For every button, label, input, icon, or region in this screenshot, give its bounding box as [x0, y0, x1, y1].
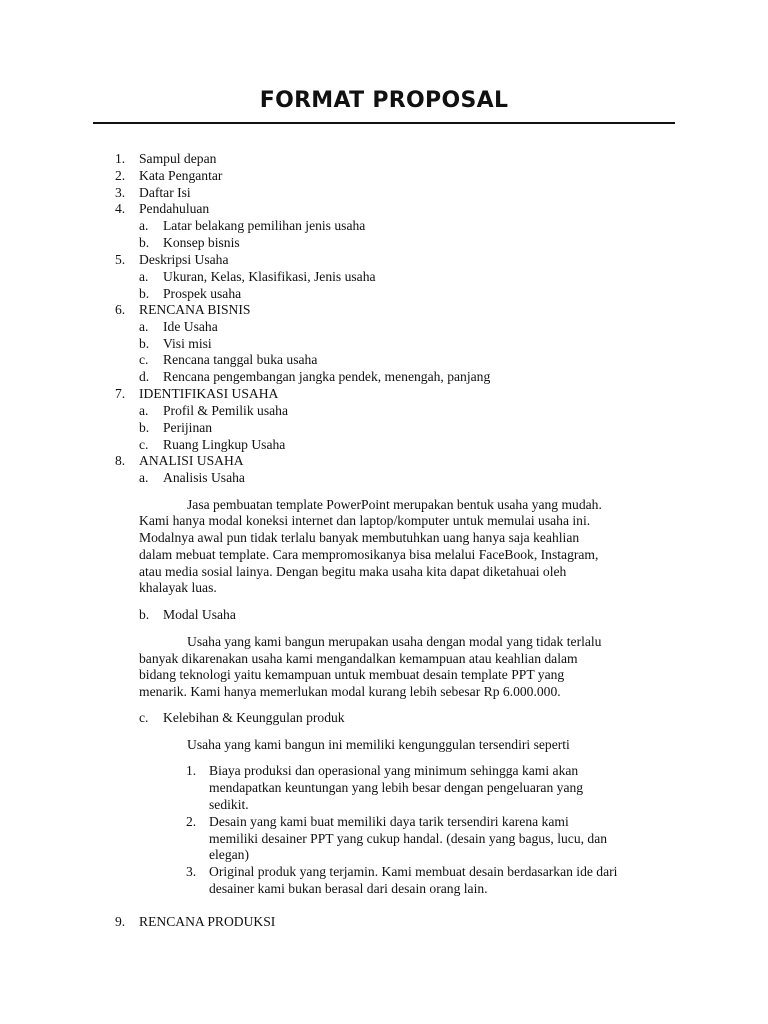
- paragraph-line: bidang teknologi yaitu kemampuan untuk membuat desain template PPT yang: [139, 667, 565, 682]
- sublist-letter: b.: [139, 286, 150, 301]
- advantage-number: 1.: [186, 763, 197, 778]
- sublist-item: Rencana pengembangan jangka pendek, menengah, panjang: [163, 369, 491, 384]
- sublist-item: Ruang Lingkup Usaha: [163, 437, 286, 452]
- sublist-letter: b.: [139, 336, 150, 351]
- sublist-item: Latar belakang pemilihan jenis usaha: [163, 218, 366, 233]
- paragraph-line: Usaha yang kami bangun ini memiliki kengunggulan tersendiri seperti: [187, 737, 570, 752]
- sublist-letter: a.: [139, 319, 149, 334]
- list-number: 3.: [115, 185, 126, 200]
- advantage-line: Desain yang kami buat memiliki daya tarik tersendiri karena kami: [209, 814, 569, 829]
- list-item: RENCANA PRODUKSI: [139, 914, 276, 929]
- list-number: 9.: [115, 914, 126, 929]
- sublist-item: Ide Usaha: [163, 319, 218, 334]
- sublist-letter: a.: [139, 470, 149, 485]
- advantage-line: mendapatkan keuntungan yang lebih besar dengan pengeluaran yang: [209, 780, 584, 795]
- sublist-item: Konsep bisnis: [163, 235, 240, 250]
- paragraph-line: atau media sosial lainya. Dengan begitu maka usaha kita dapat diketahuai oleh: [139, 564, 567, 579]
- list-number: 7.: [115, 386, 126, 401]
- paragraph-line: dalam mebuat template. Cara mempromosikanya bisa melalui FaceBook, Instagram,: [139, 547, 599, 562]
- sublist-item: Modal Usaha: [163, 607, 236, 622]
- paragraph-line: Modalnya awal pun tidak terlalu banyak membutuhkan uang hanya saja keahlian: [139, 530, 580, 545]
- title-underline: [93, 122, 675, 124]
- document-title: FORMAT PROPOSAL: [259, 88, 509, 113]
- list-number: 2.: [115, 168, 126, 183]
- list-item: IDENTIFIKASI USAHA: [139, 386, 279, 401]
- list-item: ANALISI USAHA: [139, 453, 244, 468]
- list-item: Sampul depan: [139, 151, 217, 166]
- sublist-item: Prospek usaha: [163, 286, 242, 301]
- advantage-number: 2.: [186, 814, 197, 829]
- sublist-item: Visi misi: [163, 336, 212, 351]
- sublist-letter: a.: [139, 269, 149, 284]
- sublist-letter: a.: [139, 218, 149, 233]
- advantage-line: elegan): [209, 847, 249, 862]
- sublist-item: Rencana tanggal buka usaha: [163, 352, 318, 367]
- advantage-number: 3.: [186, 864, 197, 879]
- sublist-item: Analisis Usaha: [163, 470, 245, 485]
- sublist-letter: b.: [139, 607, 150, 622]
- sublist-letter: c.: [139, 352, 149, 367]
- paragraph-line: Jasa pembuatan template PowerPoint merupakan bentuk usaha yang mudah.: [187, 497, 602, 512]
- advantage-line: Biaya produksi dan operasional yang minimum sehingga kami akan: [209, 763, 579, 778]
- paragraph-line: banyak dikarenakan usaha kami mengandalkan kemampuan atau keahlian dalam: [139, 651, 578, 666]
- paragraph-line: Usaha yang kami bangun merupakan usaha dengan modal yang tidak terlalu: [187, 634, 602, 649]
- sublist-letter: b.: [139, 420, 150, 435]
- sublist-item: Profil & Pemilik usaha: [163, 403, 288, 418]
- sublist-item: Ukuran, Kelas, Klasifikasi, Jenis usaha: [163, 269, 376, 284]
- list-item: Kata Pengantar: [139, 168, 223, 183]
- list-item: RENCANA BISNIS: [139, 302, 251, 317]
- paragraph-line: Kami hanya modal koneksi internet dan laptop/komputer untuk memulai usaha ini.: [139, 513, 591, 528]
- list-number: 8.: [115, 453, 126, 468]
- sublist-letter: b.: [139, 235, 150, 250]
- list-item: Deskripsi Usaha: [139, 252, 229, 267]
- sublist-letter: a.: [139, 403, 149, 418]
- list-item: Daftar Isi: [139, 185, 191, 200]
- list-number: 5.: [115, 252, 126, 267]
- list-number: 6.: [115, 302, 126, 317]
- list-item: Pendahuluan: [139, 201, 210, 216]
- sublist-item: Kelebihan & Keunggulan produk: [163, 710, 345, 725]
- list-number: 1.: [115, 151, 126, 166]
- sublist-letter: c.: [139, 437, 149, 452]
- sublist-letter: d.: [139, 369, 150, 384]
- sublist-letter: c.: [139, 710, 149, 725]
- list-number: 4.: [115, 201, 126, 216]
- paragraph-line: menarik. Kami hanya memerlukan modal kurang lebih sebesar Rp 6.000.000.: [139, 684, 561, 699]
- advantage-line: memiliki desainer PPT yang cukup handal. (desain yang bagus, lucu, dan: [209, 831, 608, 846]
- advantage-line: sedikit.: [209, 797, 249, 812]
- advantage-line: Original produk yang terjamin. Kami membuat desain berdasarkan ide dari: [209, 864, 618, 879]
- paragraph-line: khalayak luas.: [139, 580, 217, 595]
- advantage-line: desainer kami bukan berasal dari desain orang lain.: [209, 881, 488, 896]
- sublist-item: Perijinan: [163, 420, 213, 435]
